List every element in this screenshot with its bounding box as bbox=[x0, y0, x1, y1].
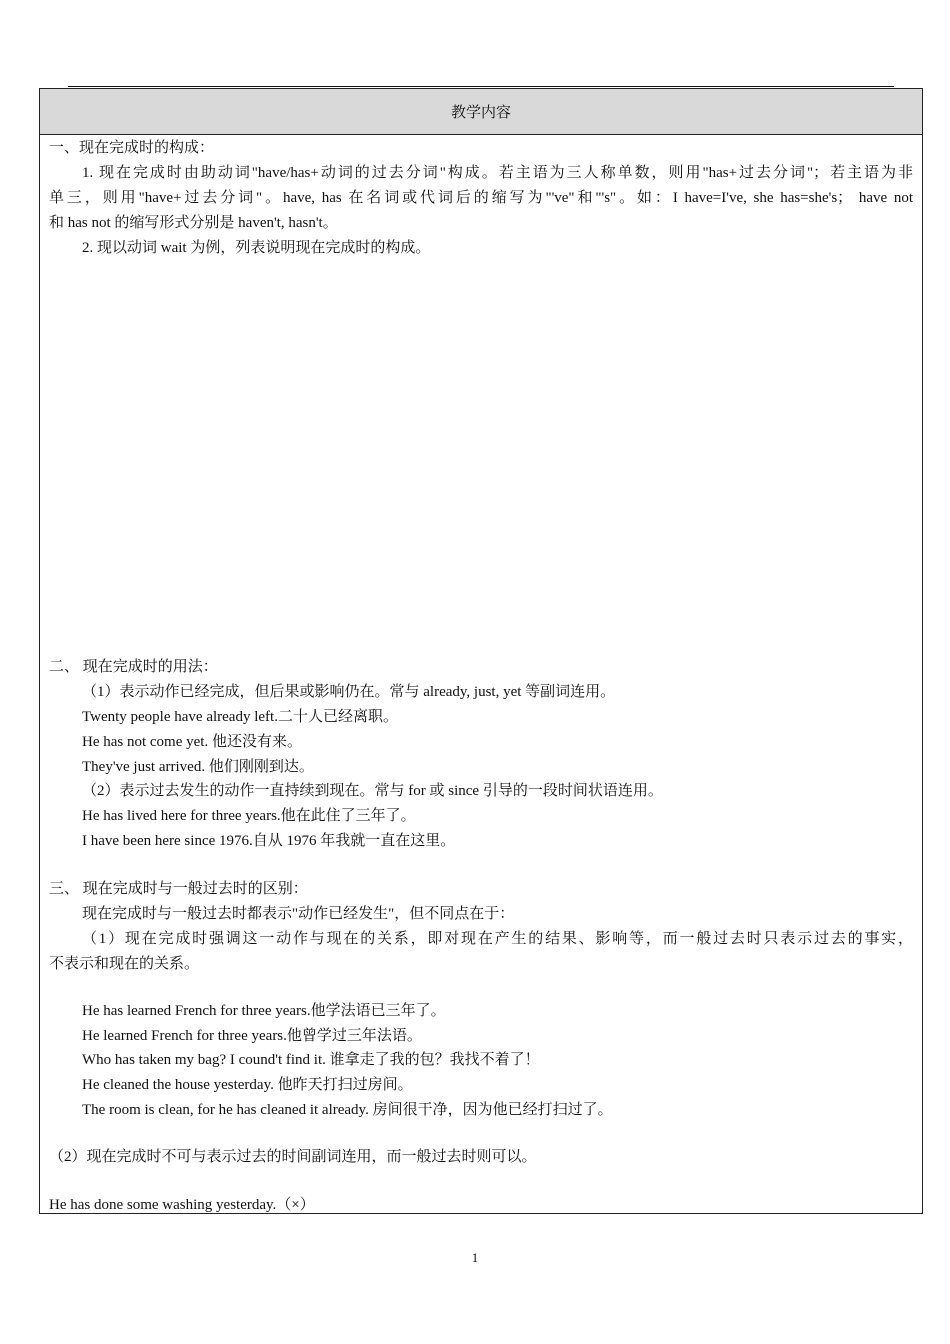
section1-heading: 一、现在完成时的构成： bbox=[49, 140, 215, 156]
section1-p1-line1: 1. 现在完成时由助动词"have/has+动词的过去分词"构成。若主语为三人称单数，则用"has+过去分词"；若主语为非 bbox=[82, 165, 913, 181]
table-header-title: 教学内容 bbox=[450, 105, 511, 121]
section1-p1-line3: 和 has not 的缩写形式分别是 haven't, hasn't。 bbox=[49, 215, 338, 231]
section2-example-2: He has not come yet. 他还没有来。 bbox=[82, 734, 302, 750]
section1-p1-line2: 单三，则用"have+过去分词"。have, has 在名词或代词后的缩写为"'ve"和"'s"。如：I have=I've, she has=she's； have not bbox=[49, 190, 913, 206]
section3-example-5: The room is clean, for he has cleaned it already. 房间很干净，因为他已经打扫过了。 bbox=[82, 1102, 613, 1118]
section3-example-1: He has learned French for three years.他学法语已三年了。 bbox=[82, 1003, 446, 1019]
section2-example-3: They've just arrived. 他们刚刚到达。 bbox=[82, 759, 314, 775]
section2-example-4: He has lived here for three years.他在此住了三年了。 bbox=[82, 808, 416, 824]
section2-example-1: Twenty people have already left.二十人已经离职。 bbox=[82, 709, 398, 725]
section3-example-4: He cleaned the house yesterday. 他昨天打扫过房间。 bbox=[82, 1077, 413, 1093]
section2-use2: （2）表示过去发生的动作一直持续到现在。常与 for 或 since 引导的一段时间状语连用。 bbox=[82, 783, 663, 799]
section3-example-3: Who has taken my bag? I cound't find it. 谁拿走了我的包？我找不着了！ bbox=[82, 1052, 540, 1068]
table-header bbox=[40, 89, 922, 135]
section1-p2: 2. 现以动词 wait 为例，列表说明现在完成时的构成。 bbox=[82, 240, 431, 256]
section3-example-2: He learned French for three years.他曾学过三年法语。 bbox=[82, 1028, 422, 1044]
section3-heading: 三、 现在完成时与一般过去时的区别： bbox=[49, 881, 308, 897]
content-table bbox=[39, 88, 923, 1214]
page-number: 1 bbox=[471, 1250, 479, 1265]
section2-use1: （1）表示动作已经完成，但后果或影响仍在。常与 already, just, yet 等副词连用。 bbox=[82, 684, 616, 700]
section2-heading: 二、 现在完成时的用法： bbox=[49, 659, 218, 675]
top-rule bbox=[68, 86, 894, 87]
section3-intro: 现在完成时与一般过去时都表示"动作已经发生"，但不同点在于： bbox=[82, 906, 515, 922]
section3-diff1-line1: （1）现在完成时强调这一动作与现在的关系，即对现在产生的结果、影响等，而一般过去时只表示过去的事实， bbox=[82, 931, 913, 947]
section3-diff1-line2: 不表示和现在的关系。 bbox=[49, 956, 200, 972]
section3-diff2: （2）现在完成时不可与表示过去的时间副词连用，而一般过去时则可以。 bbox=[49, 1149, 537, 1165]
section2-example-5: I have been here since 1976.自从 1976 年我就一直在这里。 bbox=[82, 833, 456, 849]
section3-example-6: He has done some washing yesterday.（×） bbox=[49, 1197, 315, 1213]
